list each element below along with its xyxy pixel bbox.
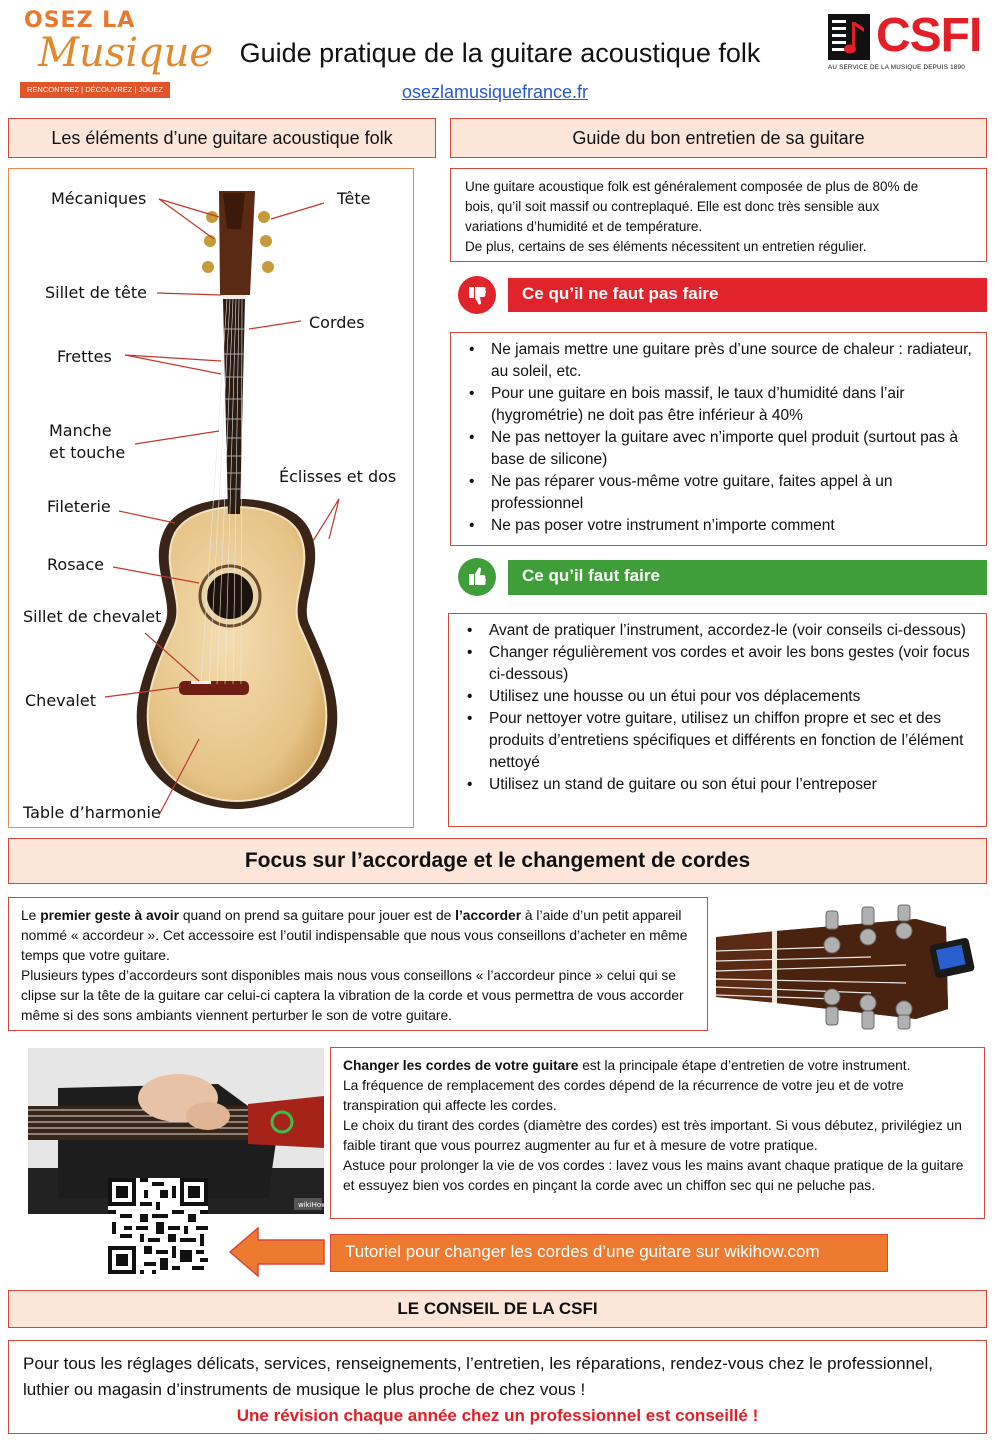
label-fileterie: Fileterie xyxy=(47,497,111,516)
label-rosace: Rosace xyxy=(47,555,104,574)
focus-heading: Focus sur l’accordage et le changement de cordes xyxy=(8,838,987,884)
care-intro xyxy=(450,168,987,262)
wikihow-watermark: wikiHow xyxy=(298,1201,327,1209)
logo-text-musique: Musique xyxy=(38,30,214,76)
thumbs-up-icon xyxy=(458,558,496,596)
list-item: • Utilisez une housse ou un étui pour vos déplacements xyxy=(463,686,972,708)
tuner-text-box xyxy=(8,897,708,1031)
strings-text-box xyxy=(330,1047,985,1219)
guitar-diagram xyxy=(8,168,414,828)
list-item: • Ne pas nettoyer la guitare avec n’importe quel produit (surtout pas à base de silicone) xyxy=(465,427,972,471)
care-intro-line: bois, qu’il soit massif ou contreplaqué. Elle est donc très sensible aux xyxy=(465,199,880,214)
label-sillet-de-tete: Sillet de tête xyxy=(45,283,148,302)
qr-code-icon[interactable] xyxy=(108,1178,208,1274)
label-sillet-de-chevalet: Sillet de chevalet xyxy=(23,607,162,626)
tuner-text: à l’aide d’un petit appareil nommé « accordeur ». Cet accessoire est l’outil indispensable que nous vous conseillons d’acheter en même temps que votre guitare. xyxy=(21,908,688,963)
conseil-text: Pour tous les réglages délicats, services, renseignements, l’entretien, les réparations, rendez-vous chez le professionnel, luthier ou magasin d’instruments de musique le plus proche de chez vous ! xyxy=(23,1354,933,1399)
csfi-logo xyxy=(828,9,988,76)
list-item: • Pour nettoyer votre guitare, utilisez un chiffon propre et sec et des produits d’entretiens spécifiques et différents en fonction de l’élément nettoyé xyxy=(463,708,972,774)
care-intro-line: Une guitare acoustique folk est généralement composée de plus de 80% de xyxy=(465,179,919,194)
parts-heading: Les éléments d’une guitare acoustique folk xyxy=(8,118,436,158)
list-item: • Utilisez un stand de guitare ou son étui pour l’entreposer xyxy=(463,774,972,796)
strings-text: est la principale étape d’entretien de votre instrument. xyxy=(578,1058,911,1073)
care-heading: Guide du bon entretien de sa guitare xyxy=(450,118,987,158)
tuner-photo xyxy=(716,905,992,1029)
strings-text-bold: Changer les cordes de votre guitare xyxy=(343,1058,579,1073)
strings-text: La fréquence de remplacement des cordes dépend de la récurrence de votre jeu et de votre transpiration qui affecte les cordes. xyxy=(343,1078,904,1113)
thumbs-down-icon xyxy=(458,276,496,314)
label-table-d-harmonie: Table d’harmonie xyxy=(23,803,161,822)
tuner-text: quand on prend sa guitare pour jouer est de xyxy=(179,908,456,923)
tuner-text: Plusieurs types d’accordeurs sont disponibles mais nous vous conseillons « l’accordeur pince » celui qui se clipse sur la tête de la guitare car celui-ci captera la vibration de la corde et vous permettra de vous accorder même si des sons ambiants viennent perturber le son de votre guitare. xyxy=(21,968,684,1023)
list-item: • Ne pas poser votre instrument n’importe comment xyxy=(465,515,972,537)
list-item: • Ne pas réparer vous-même votre guitare, faites appel à un professionnel xyxy=(465,471,972,515)
do-list xyxy=(448,613,987,827)
csfi-music-note-icon xyxy=(828,14,870,60)
logo-tagline: RENCONTREZ | DÉCOUVREZ | JOUEZ xyxy=(20,82,170,98)
list-item: • Changer régulièrement vos cordes et avoir les bons gestes (voir focus ci-dessous) xyxy=(463,642,972,686)
label-tete: Tête xyxy=(337,189,371,208)
csfi-name: CSFI xyxy=(876,9,982,62)
left-arrow-icon xyxy=(228,1226,326,1278)
csfi-tagline: AU SERVICE DE LA MUSIQUE DEPUIS 1890 xyxy=(828,64,965,71)
dont-banner: Ce qu’il ne faut pas faire xyxy=(508,278,987,312)
label-manche: Manche xyxy=(49,421,112,440)
care-intro-line: De plus, certains de ses éléments nécessitent un entretien régulier. xyxy=(465,239,867,254)
conseil-highlight: Une révision chaque année chez un professionnel est conseillé ! xyxy=(236,1406,759,1425)
conseil-box xyxy=(8,1340,987,1434)
care-intro-line: variations d’humidité et de température. xyxy=(465,219,703,234)
label-mecaniques: Mécaniques xyxy=(51,189,147,208)
list-item: • Pour une guitare en bois massif, le taux d’humidité dans l’air (hygrométrie) ne doit pas être inférieur à 40% xyxy=(465,383,972,427)
label-frettes: Frettes xyxy=(57,347,112,366)
osez-la-musique-logo xyxy=(10,8,214,108)
tuner-text: Le xyxy=(21,908,41,923)
page-title: Guide pratique de la guitare acoustique folk xyxy=(239,38,761,68)
tuner-text-bold: l’accorder xyxy=(455,908,522,923)
strings-text: Astuce pour prolonger la vie de vos cordes : lavez vous les mains avant chaque pratique de la guitare et essuyez bien vos cordes en pinçant la corde avec un chiffon sec qui ne peluche pas. xyxy=(343,1158,964,1193)
strings-text: Le choix du tirant des cordes (diamètre des cordes) est très important. Si vous débutez, privilégiez un faible tirant que vous pourrez augmenter au fur et à mesure de votre pratique. xyxy=(343,1118,962,1153)
label-cordes: Cordes xyxy=(309,313,365,332)
dont-list xyxy=(450,332,987,546)
logo-text-osez: OSEZ LA xyxy=(24,8,136,33)
list-item: • Ne jamais mettre une guitare près d’une source de chaleur : radiateur, au soleil, etc. xyxy=(465,339,972,383)
do-banner: Ce qu’il faut faire xyxy=(508,560,987,595)
website-link[interactable]: osezlamusiquefrance.fr xyxy=(401,82,589,102)
tutorial-link-button[interactable]: Tutoriel pour changer les cordes d’une guitare sur wikihow.com xyxy=(330,1234,888,1272)
label-eclisses-et-dos: Éclisses et dos xyxy=(279,467,397,486)
tuner-text-bold: premier geste à avoir xyxy=(40,908,179,923)
conseil-heading: LE CONSEIL DE LA CSFI xyxy=(8,1290,987,1328)
label-chevalet: Chevalet xyxy=(25,691,96,710)
list-item: • Avant de pratiquer l’instrument, accordez-le (voir conseils ci-dessous) xyxy=(463,620,972,642)
label-et-touche: et touche xyxy=(49,443,126,462)
